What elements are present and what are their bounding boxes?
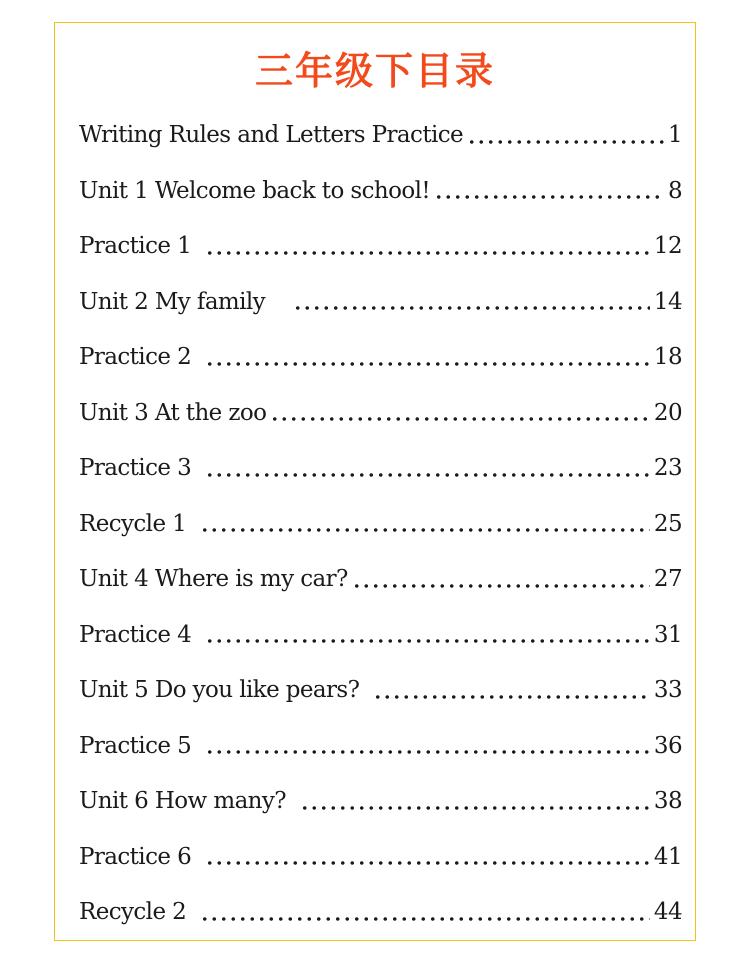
toc-entry[interactable] xyxy=(79,891,682,947)
dot-leader xyxy=(300,806,650,810)
dot-leader xyxy=(205,251,650,255)
toc-entry-title: Unit 2 My family xyxy=(79,288,266,315)
dot-leader xyxy=(467,140,664,144)
toc-entry-title: Practice 6 xyxy=(79,843,192,870)
dot-leader xyxy=(373,695,650,699)
toc-entry-title: Practice 4 xyxy=(79,621,192,648)
toc-entry[interactable] xyxy=(79,447,682,503)
dot-leader xyxy=(200,917,650,921)
toc-entry-page: 23 xyxy=(653,455,682,481)
dot-leader xyxy=(205,639,650,643)
toc-entry[interactable] xyxy=(79,114,682,170)
toc-entry-title: Recycle 1 xyxy=(79,510,187,537)
toc-entry[interactable] xyxy=(79,336,682,392)
toc-entry-title: Practice 3 xyxy=(79,455,192,481)
toc-entry[interactable] xyxy=(79,225,682,281)
toc-entry[interactable] xyxy=(79,392,682,448)
toc-entry-page: 44 xyxy=(653,899,682,925)
toc-entry-page: 41 xyxy=(653,843,682,870)
toc-entry[interactable] xyxy=(79,503,682,559)
toc-entry[interactable] xyxy=(79,836,682,892)
toc-entry-title: Unit 4 Where is my car? xyxy=(79,566,348,592)
toc-entry-page: 25 xyxy=(653,510,682,537)
dot-leader xyxy=(434,195,664,199)
dot-leader xyxy=(200,528,650,532)
toc-entry[interactable] xyxy=(79,170,682,226)
toc-entry-page: 8 xyxy=(667,177,682,204)
toc-entry[interactable] xyxy=(79,780,682,836)
toc-entry-title: Practice 1 xyxy=(79,233,192,259)
dot-leader xyxy=(293,306,650,310)
toc-entry-page: 14 xyxy=(653,288,682,315)
toc-entry-title: Practice 2 xyxy=(79,344,192,370)
dot-leader xyxy=(205,750,650,754)
dot-leader xyxy=(205,362,650,366)
toc-entry[interactable] xyxy=(79,281,682,337)
toc-entry-page: 33 xyxy=(653,677,682,703)
dot-leader xyxy=(205,473,650,477)
toc-entry-title: Recycle 2 xyxy=(79,899,187,925)
toc-entry-page: 36 xyxy=(653,732,682,759)
toc-entry[interactable] xyxy=(79,614,682,670)
toc-entry-page: 27 xyxy=(653,566,682,592)
toc-entry-title: Writing Rules and Letters Practice xyxy=(79,122,464,148)
toc-entry[interactable] xyxy=(79,669,682,725)
toc-entry-page: 20 xyxy=(653,399,682,426)
dot-leader xyxy=(352,584,650,588)
table-of-contents xyxy=(79,114,682,947)
dot-leader xyxy=(270,417,650,421)
page-title: 三年级下目录 xyxy=(254,49,495,93)
toc-entry-page: 12 xyxy=(653,233,682,259)
toc-entry-page: 18 xyxy=(653,344,682,370)
dot-leader xyxy=(205,861,650,865)
toc-entry-title: Unit 5 Do you like pears? xyxy=(79,677,360,703)
toc-entry-title: Practice 5 xyxy=(79,732,192,759)
toc-entry-title: Unit 6 How many? xyxy=(79,788,287,814)
toc-entry-page: 31 xyxy=(653,621,682,648)
toc-entry-page: 38 xyxy=(653,788,682,814)
toc-entry-title: Unit 3 At the zoo xyxy=(79,399,267,426)
toc-entry[interactable] xyxy=(79,725,682,781)
toc-entry-page: 1 xyxy=(667,122,682,148)
toc-entry-title: Unit 1 Welcome back to school! xyxy=(79,177,430,204)
toc-entry[interactable] xyxy=(79,558,682,614)
